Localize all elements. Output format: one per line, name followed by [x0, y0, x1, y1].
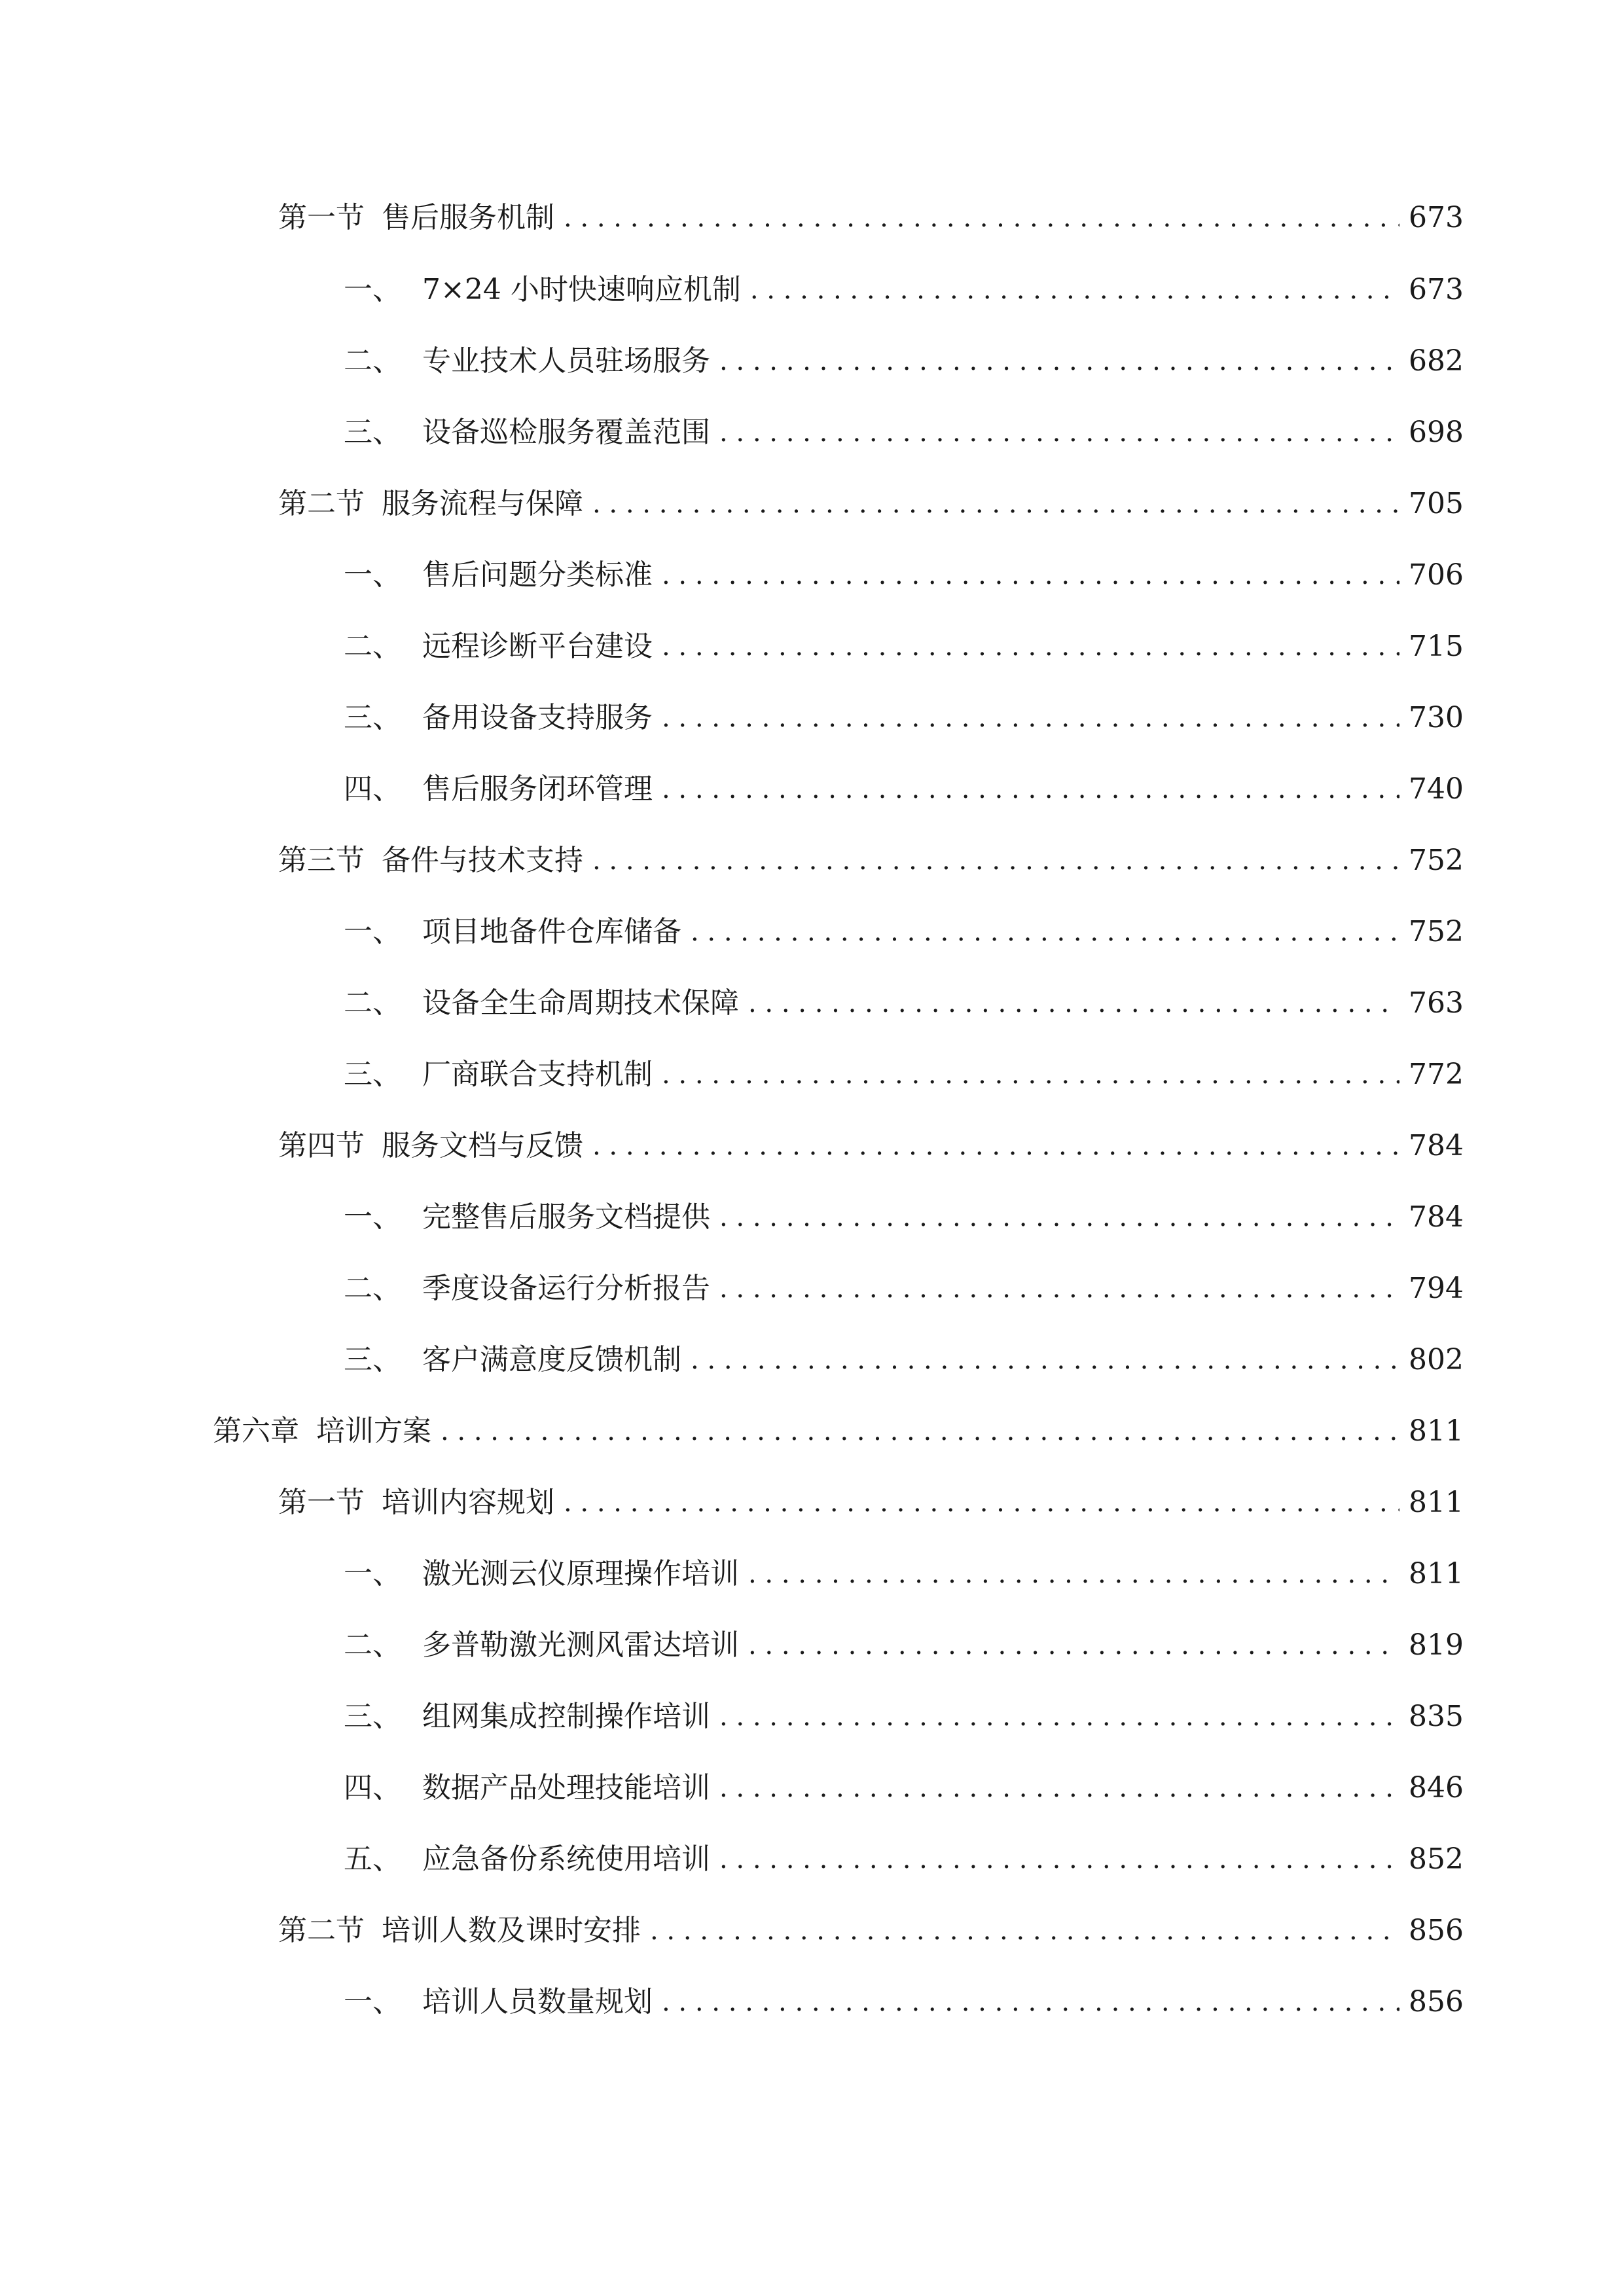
toc-entry-page: 819	[1409, 1628, 1464, 1662]
toc-entry-page: 811	[1409, 1486, 1464, 1519]
toc-entry-number: 第六章	[213, 1414, 299, 1448]
toc-entry-title: 7×24 小时快速响应机制	[422, 273, 741, 306]
toc-entry-number: 第二节	[278, 487, 365, 520]
toc-dot-leader	[691, 909, 1399, 955]
toc-entry[interactable]	[344, 1979, 1464, 2025]
toc-entry-page: 763	[1409, 986, 1464, 1020]
toc-dot-leader	[650, 1908, 1399, 1954]
toc-entry[interactable]	[278, 1908, 1464, 1954]
toc-entry-title: 应急备份系统使用培训	[422, 1842, 710, 1876]
toc-entry-title: 激光测云仪原理操作培训	[422, 1557, 739, 1590]
toc-dot-leader	[719, 1694, 1399, 1740]
toc-entry[interactable]	[344, 1765, 1464, 1811]
toc-entry-number: 一、	[344, 1200, 401, 1234]
toc-dot-leader	[662, 1052, 1399, 1098]
toc-entry[interactable]	[344, 980, 1464, 1026]
toc-entry-page: 846	[1409, 1771, 1464, 1804]
toc-entry-page: 740	[1409, 772, 1464, 806]
toc-dot-leader	[662, 624, 1399, 670]
toc-entry[interactable]	[213, 1408, 1464, 1454]
toc-entry[interactable]	[344, 1837, 1464, 1882]
toc-entry[interactable]	[344, 695, 1464, 741]
toc-entry[interactable]	[278, 838, 1464, 884]
toc-dot-leader	[691, 1337, 1399, 1383]
toc-dot-leader	[662, 766, 1399, 812]
toc-entry-number: 第一节	[278, 1486, 365, 1519]
toc-entry[interactable]	[278, 481, 1464, 527]
toc-dot-leader	[719, 1194, 1399, 1240]
toc-entry-page: 682	[1409, 344, 1464, 378]
toc-entry-number: 四、	[344, 1771, 401, 1804]
toc-entry-page: 784	[1409, 1200, 1464, 1234]
toc-entry-number: 二、	[344, 1272, 401, 1305]
toc-entry-number: 一、	[344, 558, 401, 592]
toc-entry[interactable]	[344, 552, 1464, 598]
toc-entry-title: 远程诊断平台建设	[422, 630, 653, 663]
toc-entry-number: 三、	[344, 1343, 401, 1376]
toc-entry[interactable]	[344, 1623, 1464, 1668]
toc-entry-page: 772	[1409, 1058, 1464, 1091]
toc-entry-page: 856	[1409, 1985, 1464, 2018]
toc-entry-title: 售后服务机制	[382, 201, 554, 234]
toc-dot-leader	[719, 410, 1399, 456]
toc-entry[interactable]	[344, 1266, 1464, 1312]
toc-entry[interactable]	[344, 338, 1464, 384]
toc-dot-leader	[750, 267, 1399, 313]
toc-dot-leader	[719, 1765, 1399, 1811]
toc-entry[interactable]	[344, 267, 1464, 313]
toc-entry-title: 服务文档与反馈	[382, 1129, 583, 1162]
toc-entry-title: 服务流程与保障	[382, 487, 583, 520]
toc-entry-number: 三、	[344, 416, 401, 449]
toc-entry-page: 802	[1409, 1343, 1464, 1376]
toc-dot-leader	[662, 1979, 1399, 2025]
toc-dot-leader	[748, 1623, 1399, 1668]
toc-entry-page: 811	[1409, 1414, 1464, 1448]
toc-dot-leader	[662, 552, 1399, 598]
toc-entry-page: 715	[1409, 630, 1464, 663]
toc-entry-title: 数据产品处理技能培训	[422, 1771, 710, 1804]
toc-dot-leader	[719, 1837, 1399, 1882]
toc-entry-title: 厂商联合支持机制	[422, 1058, 653, 1091]
toc-entry[interactable]	[344, 1052, 1464, 1098]
toc-entry-page: 852	[1409, 1842, 1464, 1876]
toc-dot-leader	[748, 980, 1399, 1026]
toc-entry-page: 794	[1409, 1272, 1464, 1305]
toc-entry[interactable]	[344, 410, 1464, 456]
toc-entry-title: 培训人员数量规划	[422, 1985, 653, 2018]
toc-entry-title: 客户满意度反馈机制	[422, 1343, 681, 1376]
toc-entry-number: 第二节	[278, 1914, 365, 1947]
toc-entry[interactable]	[344, 1551, 1464, 1597]
toc-entry-number: 第一节	[278, 201, 365, 234]
toc-entry-page: 856	[1409, 1914, 1464, 1947]
toc-dot-leader	[719, 1266, 1399, 1312]
toc-entry-page: 752	[1409, 915, 1464, 948]
toc-dot-leader	[592, 838, 1399, 884]
toc-entry-page: 752	[1409, 844, 1464, 877]
toc-entry-title: 售后问题分类标准	[422, 558, 653, 592]
toc-dot-leader	[592, 1123, 1399, 1169]
toc-entry-title: 售后服务闭环管理	[422, 772, 653, 806]
toc-entry-page: 811	[1409, 1557, 1464, 1590]
toc-entry-number: 一、	[344, 273, 401, 306]
toc-entry[interactable]	[278, 195, 1464, 241]
toc-entry-title: 季度设备运行分析报告	[422, 1272, 710, 1305]
toc-dot-leader	[719, 338, 1399, 384]
toc-entry[interactable]	[344, 1194, 1464, 1240]
toc-entry-number: 第三节	[278, 844, 365, 877]
toc-entry-page: 705	[1409, 487, 1464, 520]
toc-dot-leader	[564, 1480, 1399, 1526]
toc-entry-number: 一、	[344, 1985, 401, 2018]
toc-dot-leader	[592, 481, 1399, 527]
toc-entry-number: 三、	[344, 701, 401, 734]
toc-entry-number: 第四节	[278, 1129, 365, 1162]
toc-entry[interactable]	[344, 766, 1464, 812]
toc-dot-leader	[441, 1408, 1399, 1454]
toc-entry[interactable]	[344, 1337, 1464, 1383]
toc-entry-title: 组网集成控制操作培训	[422, 1700, 710, 1733]
toc-dot-leader	[748, 1551, 1399, 1597]
toc-entry[interactable]	[278, 1123, 1464, 1169]
toc-entry-number: 一、	[344, 915, 401, 948]
toc-entry-title: 项目地备件仓库储备	[422, 915, 681, 948]
toc-entry[interactable]	[344, 1694, 1464, 1740]
toc-entry-page: 706	[1409, 558, 1464, 592]
toc-entry[interactable]	[344, 624, 1464, 670]
toc-entry-title: 设备全生命周期技术保障	[422, 986, 739, 1020]
toc-entry-page: 835	[1409, 1700, 1464, 1733]
toc-entry-page: 784	[1409, 1129, 1464, 1162]
toc-entry-title: 完整售后服务文档提供	[422, 1200, 710, 1234]
toc-entry-title: 培训人数及课时安排	[382, 1914, 641, 1947]
toc-entry-number: 二、	[344, 1628, 401, 1662]
toc-entry[interactable]	[344, 909, 1464, 955]
toc-entry-number: 二、	[344, 986, 401, 1020]
toc-entry-number: 一、	[344, 1557, 401, 1590]
toc-dot-leader	[564, 195, 1399, 241]
toc-entry-number: 五、	[344, 1842, 401, 1876]
toc-entry-number: 四、	[344, 772, 401, 806]
toc-entry-title: 培训方案	[316, 1414, 431, 1448]
toc-entry-page: 698	[1409, 416, 1464, 449]
toc-entry-number: 三、	[344, 1700, 401, 1733]
toc-entry-title: 备用设备支持服务	[422, 701, 653, 734]
toc-entry-number: 二、	[344, 344, 401, 378]
toc-entry-page: 730	[1409, 701, 1464, 734]
toc-entry-number: 二、	[344, 630, 401, 663]
toc-entry-title: 设备巡检服务覆盖范围	[422, 416, 710, 449]
toc-entry-title: 培训内容规划	[382, 1486, 554, 1519]
toc-entry-title: 专业技术人员驻场服务	[422, 344, 710, 378]
toc-entry-title: 备件与技术支持	[382, 844, 583, 877]
toc-entry-title: 多普勒激光测风雷达培训	[422, 1628, 739, 1662]
toc-entry[interactable]	[278, 1480, 1464, 1526]
toc-entry-number: 三、	[344, 1058, 401, 1091]
toc-entry-page: 673	[1409, 201, 1464, 234]
toc-entry-page: 673	[1409, 273, 1464, 306]
toc-dot-leader	[662, 695, 1399, 741]
